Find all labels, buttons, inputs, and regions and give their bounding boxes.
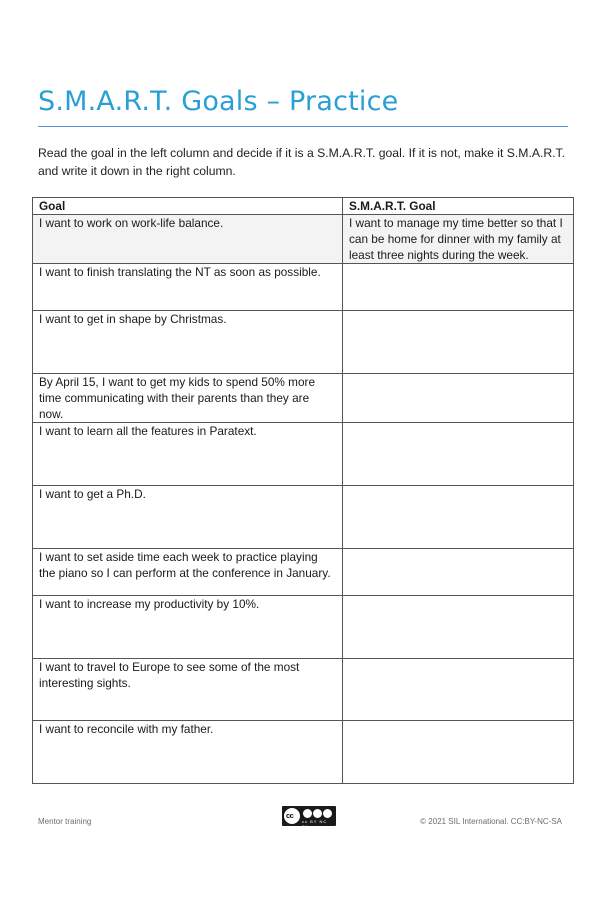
table-row xyxy=(33,423,574,486)
table-row xyxy=(33,264,574,311)
footer-course: Mentor training xyxy=(38,817,92,826)
table-row xyxy=(33,215,574,264)
title-underline xyxy=(38,126,568,127)
smart-goal-cell: I want to manage my time better so that I can be home for dinner with my family at least three nights during the week. xyxy=(343,215,574,264)
smart-goal-cell[interactable] xyxy=(343,721,574,784)
smart-goal-cell[interactable] xyxy=(343,549,574,596)
header-smart-goal: S.M.A.R.T. Goal xyxy=(343,198,574,215)
header-goal: Goal xyxy=(33,198,343,215)
footer-copyright: © 2021 SIL International. CC:BY-NC-SA xyxy=(420,817,562,826)
goal-cell: I want to learn all the features in Paratext. xyxy=(33,423,343,486)
goal-cell: I want to reconcile with my father. xyxy=(33,721,343,784)
table-row xyxy=(33,721,574,784)
smart-goal-cell[interactable] xyxy=(343,311,574,374)
goals-table xyxy=(32,197,574,784)
goal-cell: I want to finish translating the NT as soon as possible. xyxy=(33,264,343,311)
table-row xyxy=(33,596,574,659)
goal-cell: I want to set aside time each week to practice playing the piano so I can perform at the conference in January. xyxy=(33,549,343,596)
table-row xyxy=(33,659,574,721)
smart-goal-cell[interactable] xyxy=(343,596,574,659)
table-row xyxy=(33,486,574,549)
goal-cell: I want to increase my productivity by 10%. xyxy=(33,596,343,659)
smart-goal-cell[interactable] xyxy=(343,659,574,721)
page-title: S.M.A.R.T. Goals – Practice xyxy=(38,86,399,117)
smart-goal-cell[interactable] xyxy=(343,486,574,549)
instructions: Read the goal in the left column and decide if it is a S.M.A.R.T. goal. If it is not, make it S.M.A.R.T. and write it down in the right column. xyxy=(38,146,566,178)
smart-goal-cell[interactable] xyxy=(343,374,574,423)
smart-goal-cell[interactable] xyxy=(343,264,574,311)
license-badge-text: cc BY NC SA xyxy=(302,819,328,829)
goal-cell: I want to get in shape by Christmas. xyxy=(33,311,343,374)
goal-cell: I want to get a Ph.D. xyxy=(33,486,343,549)
table-row xyxy=(33,374,574,423)
goal-cell: I want to travel to Europe to see some of the most interesting sights. xyxy=(33,659,343,721)
smart-goal-cell[interactable] xyxy=(343,423,574,486)
cc-license-icon: cc cc BY NC SA xyxy=(282,806,336,826)
table-row xyxy=(33,549,574,596)
goal-cell: By April 15, I want to get my kids to spend 50% more time communicating with their parents than they are now. xyxy=(33,374,343,423)
goal-cell: I want to work on work-life balance. xyxy=(33,215,343,264)
table-row xyxy=(33,311,574,374)
table-header-row xyxy=(33,198,574,215)
